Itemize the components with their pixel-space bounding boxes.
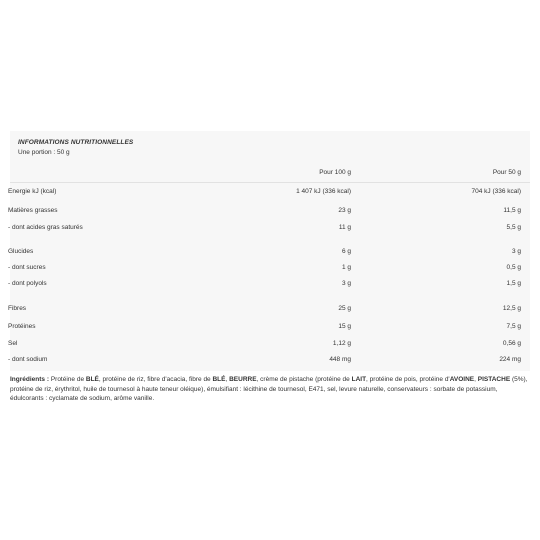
allergen: AVOINE [449,376,475,383]
table-row [8,186,521,198]
value-100g: 3 g [341,280,351,287]
allergen: LAIT [351,376,367,383]
table-row [8,222,521,234]
table-row [8,278,521,290]
nutrient-label: - dont sucres [8,264,46,271]
ingredient-segment: Protéine de [49,376,86,383]
value-50g: 12,5 g [502,305,521,312]
allergen: BLÉ [212,376,226,383]
table-row [8,338,521,350]
value-100g: 1 407 kJ (336 kcal) [296,188,351,195]
nutrient-label: Glucides [8,248,34,255]
value-100g: 11 g [338,224,351,231]
portion-size: Une portion : 50 g [18,149,70,156]
nutrient-label: Protéines [8,323,36,330]
nutrient-label: - dont polyols [8,280,47,287]
value-50g: 224 mg [499,356,521,363]
value-50g: 3 g [511,248,521,255]
nutrient-label: Matières grasses [8,207,58,214]
column-header-100g: Pour 100 g [319,169,351,176]
value-50g: 7,5 g [506,323,521,330]
header-divider [10,182,530,183]
ingredient-segment: , protéine de pois, protéine d' [366,376,450,383]
value-100g: 15 g [338,323,351,330]
value-50g: 0,56 g [502,340,521,347]
allergen: PISTACHE [477,376,511,383]
table-row [8,205,521,217]
nutrient-label: Energie kJ (kcal) [8,188,57,195]
nutrient-label: - dont acides gras saturés [8,224,83,231]
table-row [8,246,521,258]
allergen: BLÉ [85,376,99,383]
nutrient-label: Fibres [8,305,27,312]
table-row [8,303,521,315]
value-100g: 1,12 g [332,340,351,347]
ingredient-segment: (5%), protéine de riz, érythritol, huile de tournesol à haute teneur oléique), émulsifiant : lécithine de tournesol, E471, sel, levure naturelle, conservateurs : sorbate de potassium, édulcorants : cyclamate de sodium, arôme vanille. [10,376,528,402]
table-row [8,321,521,333]
value-100g: 23 g [338,207,351,214]
value-50g: 0,5 g [506,264,521,271]
ingredients-label: Ingrédients : [10,376,50,383]
value-100g: 6 g [341,248,351,255]
ingredients-text [10,375,528,404]
nutrient-label: Sel [8,340,18,347]
value-50g: 5,5 g [506,224,521,231]
allergen: BEURRE [229,376,257,383]
table-row [8,262,521,274]
value-100g: 25 g [338,305,351,312]
ingredient-segment: , crème de pistache (protéine de [256,376,352,383]
table-row [8,354,521,366]
value-50g: 704 kJ (336 kcal) [471,188,521,195]
ingredient-segment: , protéine de riz, fibre d'acacia, fibre de [98,376,213,383]
value-50g: 1,5 g [506,280,521,287]
nutrient-label: - dont sodium [8,356,48,363]
panel-title: INFORMATIONS NUTRITIONNELLES [18,139,134,146]
ingredient-segment: , [474,376,478,383]
table-header-row [8,167,521,179]
value-100g: 448 mg [329,356,351,363]
ingredient-segment: , [225,376,230,383]
value-100g: 1 g [341,264,351,271]
column-header-50g: Pour 50 g [492,169,521,176]
value-50g: 11,5 g [503,207,521,214]
